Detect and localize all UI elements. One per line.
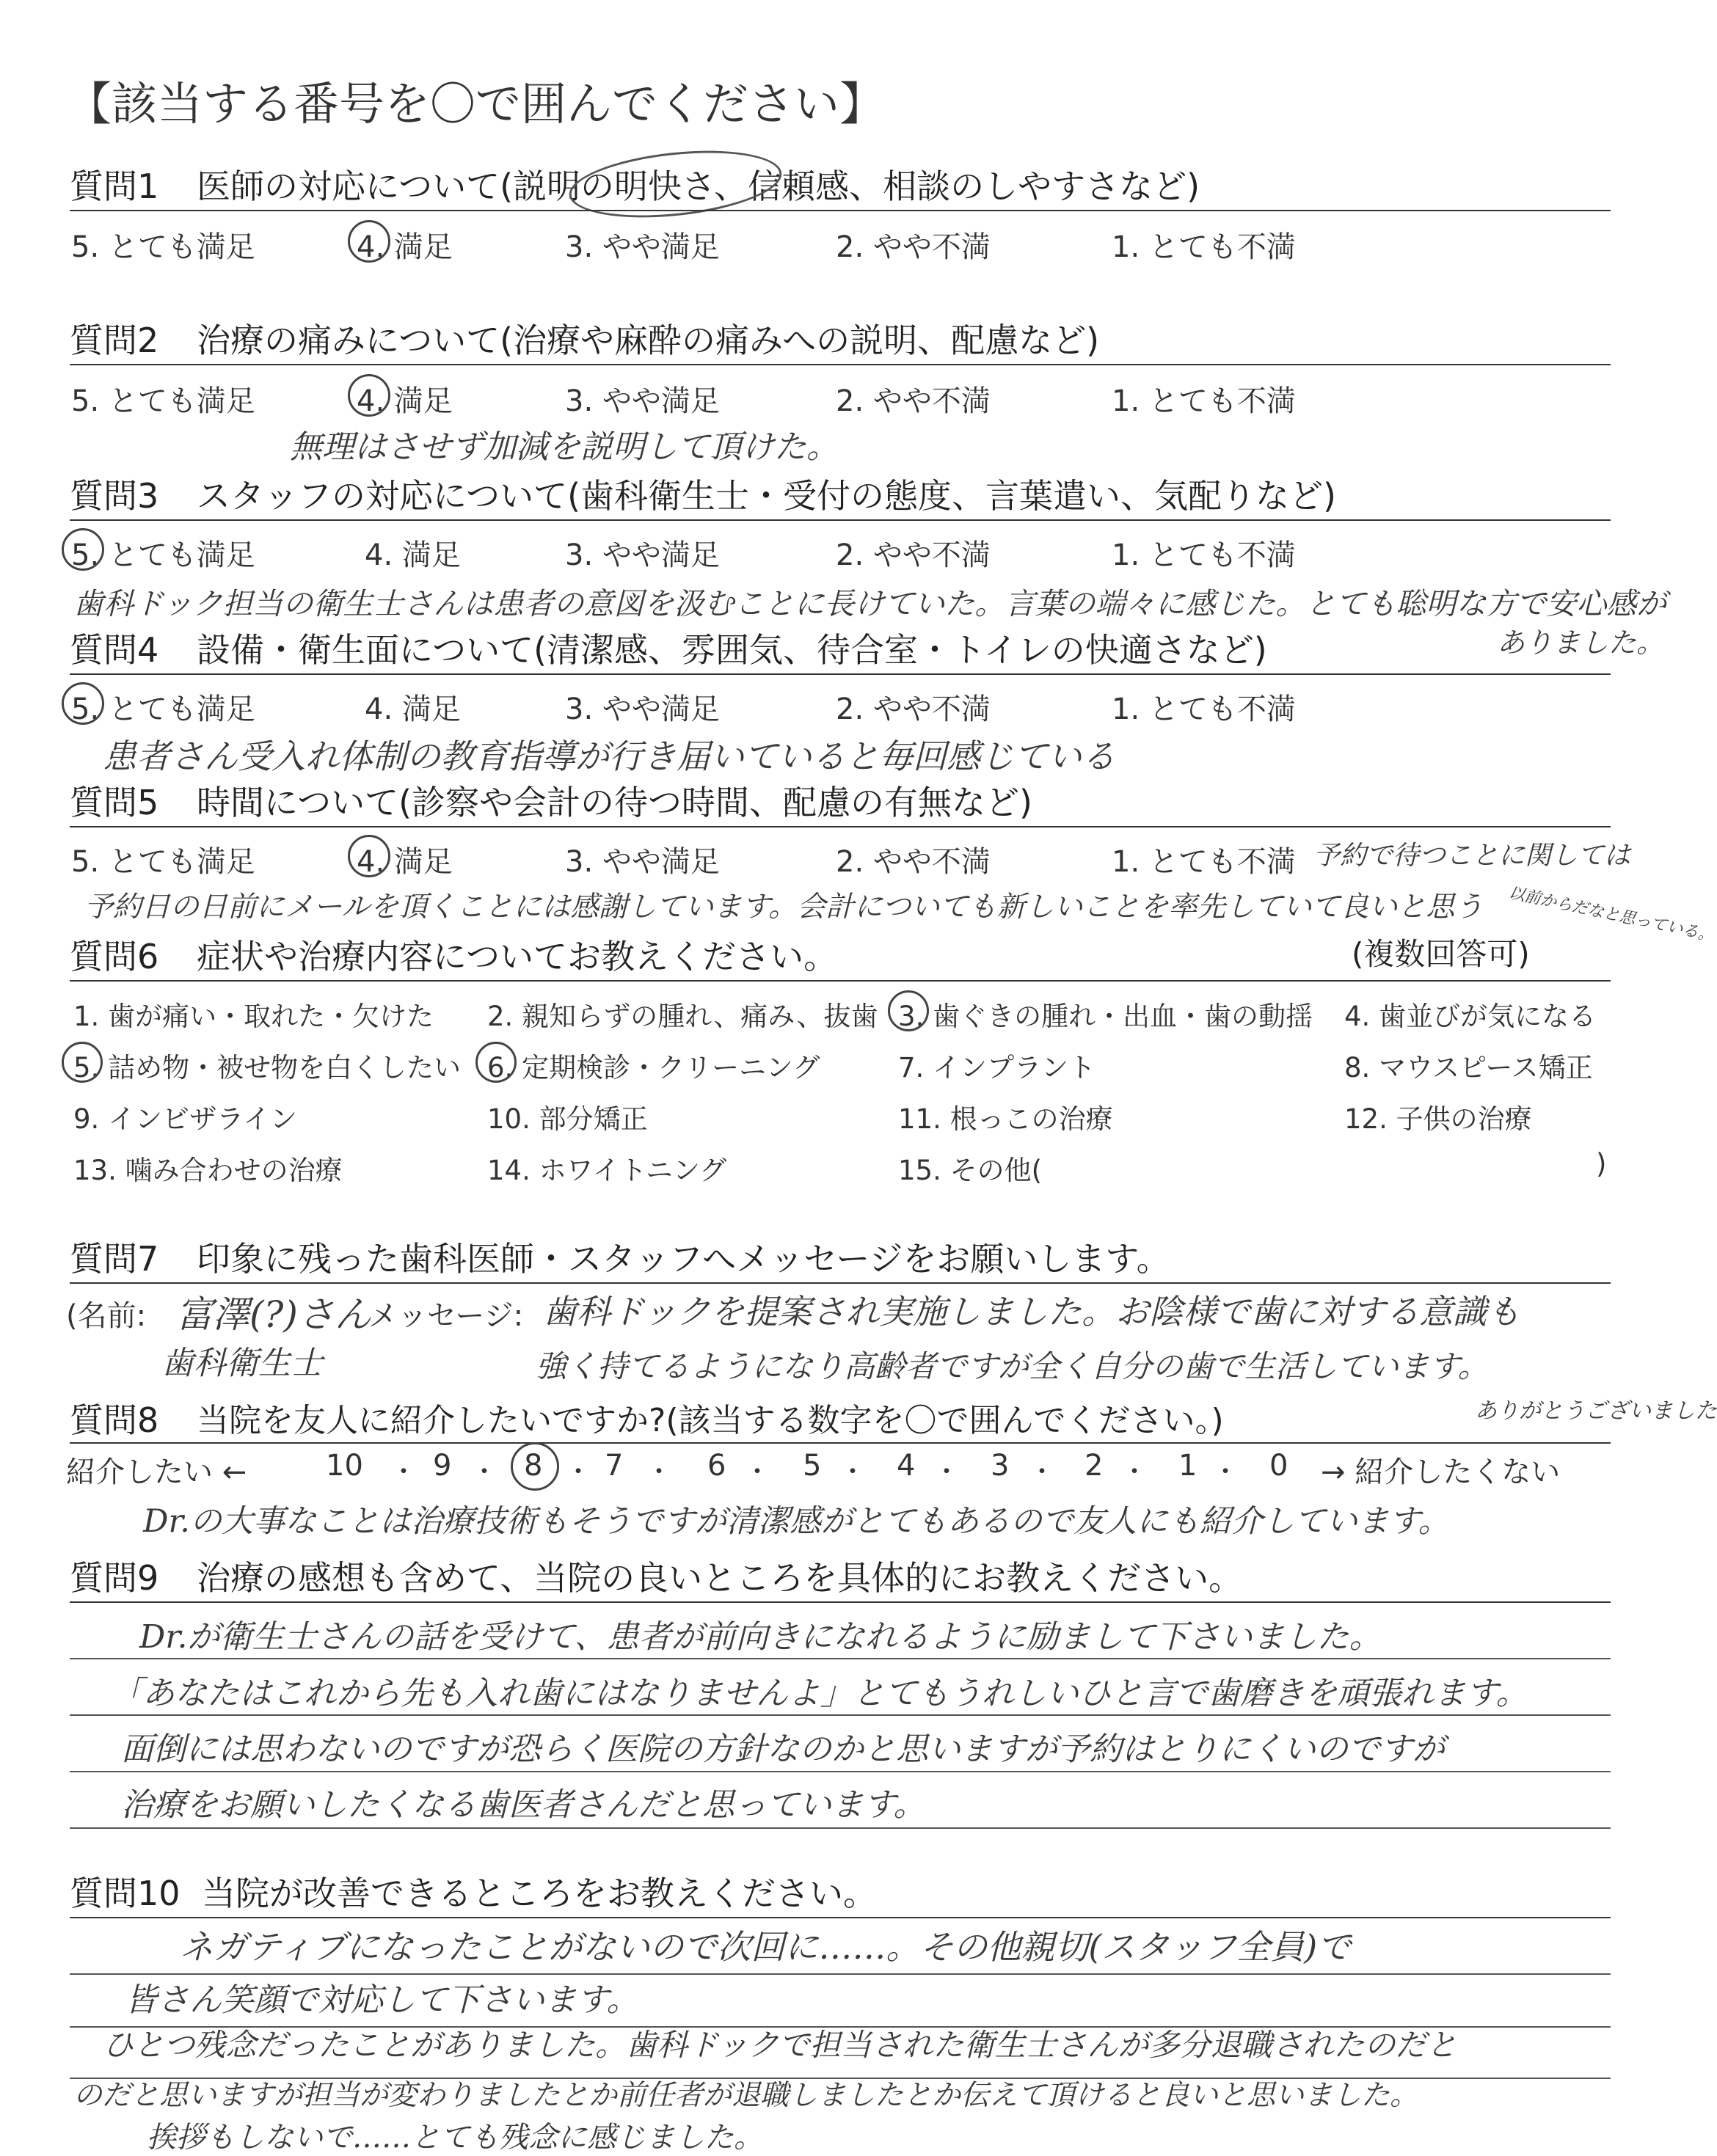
q2-option-2[interactable]: 2. やや不満 [836, 384, 991, 418]
q1-option-4[interactable]: 4. 満足 [357, 230, 453, 264]
q9-rule [70, 1601, 1611, 1603]
q3-selected-circle [62, 528, 104, 571]
q5-option-4[interactable]: 4. 満足 [357, 845, 453, 879]
q2-rule [70, 364, 1611, 365]
q5-comment-end: 以前からだなと思っている。 [1506, 883, 1716, 946]
q6-item-15[interactable]: 15. その他( [898, 1155, 1043, 1186]
q7-name-value: 富澤(?)さん [176, 1293, 371, 1336]
q8-dot: ・ [646, 1457, 673, 1487]
q1-option-1[interactable]: 1. とても不満 [1112, 230, 1296, 264]
q8-number-1[interactable]: 1 [1178, 1449, 1197, 1483]
q9-answer-rule [70, 1827, 1611, 1829]
q9-label: 質問9 [70, 1558, 159, 1598]
q8-dot: ・ [390, 1457, 418, 1487]
q5-option-2[interactable]: 2. やや不満 [836, 845, 991, 879]
q4-option-4[interactable]: 4. 満足 [365, 693, 461, 726]
q8-dot: ・ [1212, 1457, 1239, 1487]
q4-rule [70, 673, 1611, 675]
q1-text: 医師の対応について(説明の明快さ、信頼感、相談のしやすさなど) [197, 167, 1200, 206]
q4-option-5[interactable]: 5. とても満足 [71, 693, 255, 726]
q8-dot: ・ [471, 1457, 498, 1487]
q9-answer-rule [70, 1714, 1611, 1716]
q8-rule [70, 1442, 1611, 1444]
q3-option-1[interactable]: 1. とても不満 [1112, 538, 1296, 572]
page-title: 【該当する番号を〇で囲んでください】 [66, 77, 886, 131]
q7-rule [70, 1282, 1611, 1284]
q8-label: 質問8 [70, 1400, 159, 1440]
q6-item-12[interactable]: 12. 子供の治療 [1344, 1103, 1532, 1135]
q8-number-6[interactable]: 6 [707, 1449, 726, 1483]
q10-answer-line-1: ネガティブになったことがないので次回に……。その他親切(スタッフ全員)で [180, 1927, 1352, 1967]
q8-dot: ・ [1121, 1457, 1148, 1487]
q4-text: 設備・衛生面について(清潔感、雰囲気、待合室・トイレの快適さなど) [197, 630, 1267, 670]
q2-comment: 無理はさせず加減を説明して頂けた。 [290, 428, 839, 466]
q2-text: 治療の痛みについて(治療や麻酔の痛みへの説明、配慮など) [197, 321, 1100, 360]
q8-comment: Dr.の大事なことは治療技術もそうですが清潔感がとてもあるので友人にも紹介しています。 [143, 1503, 1450, 1540]
q6-item-6[interactable]: 6. 定期検診・クリーニング [487, 1052, 820, 1084]
q1-option-2[interactable]: 2. やや不満 [836, 230, 991, 264]
q6-label: 質問6 [70, 937, 159, 976]
q9-answer-line-4: 治療をお願いしたくなる歯医者さんだと思っています。 [121, 1786, 926, 1824]
q7-message-line2: 強く持てるようになり高齢者ですが全く自分の歯で生活しています。 [536, 1348, 1489, 1384]
q6-item-11[interactable]: 11. 根っこの治療 [898, 1103, 1113, 1135]
q1-option-3[interactable]: 3. やや満足 [565, 230, 720, 264]
q9-answer-line-3: 面倒には思わないのですが恐らく医院の方針なのかと思いますが予約はとりにくいのですが [121, 1731, 1445, 1768]
q1-highlight-circle [566, 142, 784, 227]
q6-item-5-circle [62, 1042, 103, 1083]
q3-option-5[interactable]: 5. とても満足 [71, 538, 255, 572]
q7-label: 質問7 [70, 1239, 159, 1279]
q10-answer-line-3: ひとつ残念だったことがありました。歯科ドックで担当された衛生士さんが多分退職されたのだと [103, 2027, 1457, 2063]
q3-option-3[interactable]: 3. やや満足 [565, 538, 720, 572]
q8-dot: ・ [1029, 1457, 1056, 1487]
q5-text: 時間について(診察や会計の待つ時間、配慮の有無など) [197, 783, 1032, 822]
q1-label: 質問1 [70, 167, 159, 206]
q6-item-15-close: ) [1596, 1148, 1607, 1180]
q4-option-3[interactable]: 3. やや満足 [565, 693, 720, 726]
q7-message-line3: ありがとうございました [1475, 1398, 1717, 1424]
q6-note: (複数回答可) [1352, 936, 1530, 972]
q8-text: 当院を友人に紹介したいですか?(該当する数字を〇で囲んでください。) [197, 1402, 1224, 1439]
q8-dot: ・ [744, 1457, 771, 1487]
q5-comment-side: 予約で待つことに関しては [1313, 841, 1631, 871]
q4-option-2[interactable]: 2. やや不満 [836, 693, 991, 726]
q9-answer-line-2: 「あなたはこれから先も入れ歯にはなりませんよ」とてもうれしいひと言で歯磨きを頑張れます。 [110, 1675, 1528, 1712]
q7-text: 印象に残った歯科医師・スタッフへメッセージをお願いします。 [197, 1239, 1170, 1279]
q8-right-label: → 紹介したくない [1321, 1455, 1561, 1489]
q6-item-6-circle [475, 1042, 517, 1083]
q5-option-5[interactable]: 5. とても満足 [71, 845, 255, 879]
q1-option-5[interactable]: 5. とても満足 [71, 230, 255, 264]
q10-answer-line-2: 皆さん笑顔で対応して下さいます。 [125, 1981, 639, 2019]
q10-rule [70, 1917, 1611, 1918]
q6-rule [70, 980, 1611, 982]
q6-item-5[interactable]: 5. 詰め物・被せ物を白くしたい [73, 1052, 462, 1084]
q3-option-4[interactable]: 4. 満足 [365, 538, 461, 572]
q6-item-7[interactable]: 7. インプラント [898, 1052, 1096, 1084]
q7-name-label: (名前: [66, 1299, 147, 1333]
q2-selected-circle [348, 374, 390, 417]
q6-item-14[interactable]: 14. ホワイトニング [487, 1155, 727, 1186]
q9-answer-rule [70, 1771, 1611, 1772]
q4-label: 質問4 [70, 630, 159, 670]
q6-item-4[interactable]: 4. 歯並びが気になる [1344, 1001, 1597, 1032]
q3-label: 質問3 [70, 476, 159, 516]
q6-text: 症状や治療内容についてお教えください。 [197, 937, 838, 976]
q8-number-5[interactable]: 5 [803, 1449, 822, 1483]
q3-rule [70, 519, 1611, 521]
q9-answer-rule [70, 1658, 1611, 1659]
q10-answer-line-4: のだと思いますが担当が変わりましたとか前任者が退職しましたとか伝えて頂けると良いと思いました。 [73, 2079, 1419, 2112]
q8-selected-circle [511, 1442, 559, 1491]
q6-item-1[interactable]: 1. 歯が痛い・取れた・欠けた [73, 1001, 434, 1032]
q6-item-13[interactable]: 13. 噛み合わせの治療 [73, 1155, 343, 1186]
q3-text: スタッフの対応について(歯科衛生士・受付の態度、言葉遣い、気配りなど) [197, 476, 1336, 516]
q10-text: 当院が改善できるところをお教えください。 [202, 1874, 877, 1913]
q6-item-10[interactable]: 10. 部分矯正 [487, 1103, 648, 1135]
q2-option-1[interactable]: 1. とても不満 [1112, 384, 1296, 418]
q6-item-3[interactable]: 3. 歯ぐきの腫れ・出血・歯の動揺 [898, 1001, 1313, 1032]
q3-comment: 歯科ドック担当の衛生士さんは患者の意図を汲むことに長けていた。言葉の端々に感じた。とても聡明な方で安心感が [73, 586, 1667, 621]
q8-left-label: 紹介したい ← [66, 1455, 247, 1489]
q5-label: 質問5 [70, 783, 159, 822]
q2-label: 質問2 [70, 321, 159, 360]
q8-number-9[interactable]: 9 [433, 1449, 452, 1483]
q9-answer-line-1: Dr.が衛生士さんの話を受けて、患者が前向きになれるように励まして下さいました。 [139, 1618, 1382, 1656]
q8-number-2[interactable]: 2 [1084, 1449, 1104, 1483]
q6-item-9[interactable]: 9. インビザライン [73, 1103, 297, 1135]
q6-item-8[interactable]: 8. マウスピース矯正 [1344, 1052, 1593, 1084]
q3-option-2[interactable]: 2. やや不満 [836, 538, 991, 572]
q5-rule [70, 826, 1611, 827]
q8-dot: ・ [839, 1457, 867, 1487]
q5-option-1[interactable]: 1. とても不満 [1112, 845, 1296, 879]
q9-text: 治療の感想も含めて、当院の良いところを具体的にお教えください。 [197, 1558, 1243, 1598]
q1-selected-circle [348, 220, 390, 263]
q7-message-line1: 歯科ドックを提案され実施しました。お陰様で歯に対する意識も [543, 1292, 1521, 1331]
q2-option-3[interactable]: 3. やや満足 [565, 384, 720, 418]
q8-number-0[interactable]: 0 [1269, 1449, 1288, 1483]
q5-comment: 予約日の日前にメールを頂くことには感謝しています。会計についても新しいことを率先していて良いと思う [84, 891, 1484, 924]
q2-option-5[interactable]: 5. とても満足 [71, 384, 255, 418]
q8-dot: ・ [565, 1457, 592, 1487]
q4-selected-circle [62, 682, 104, 725]
q4-option-1[interactable]: 1. とても不満 [1112, 693, 1296, 726]
q8-number-7[interactable]: 7 [605, 1449, 624, 1483]
q7-message-label: メッセージ: [368, 1299, 524, 1333]
q8-number-10[interactable]: 10 [326, 1449, 363, 1483]
q8-number-8[interactable]: 8 [524, 1449, 543, 1483]
q5-option-3[interactable]: 3. やや満足 [565, 845, 720, 879]
q1-rule [70, 210, 1611, 211]
q2-option-4[interactable]: 4. 満足 [357, 384, 453, 418]
q8-number-3[interactable]: 3 [991, 1449, 1010, 1483]
q4-comment: 患者さん受入れ体制の教育指導が行き届いていると毎回感じている [103, 737, 1115, 776]
q3-comment-continued: ありました。 [1497, 626, 1665, 659]
q6-item-2[interactable]: 2. 親知らずの腫れ、痛み、抜歯 [487, 1001, 878, 1032]
q10-label: 質問10 [70, 1874, 181, 1913]
q10-answer-line-5: 挨拶もしないで……とても残念に感じました。 [147, 2121, 763, 2155]
q8-number-4[interactable]: 4 [897, 1449, 916, 1483]
q6-item-3-circle [888, 990, 929, 1031]
q8-dot: ・ [933, 1457, 960, 1487]
q5-selected-circle [348, 835, 390, 877]
q7-name-role: 歯科衛生士 [161, 1345, 323, 1382]
